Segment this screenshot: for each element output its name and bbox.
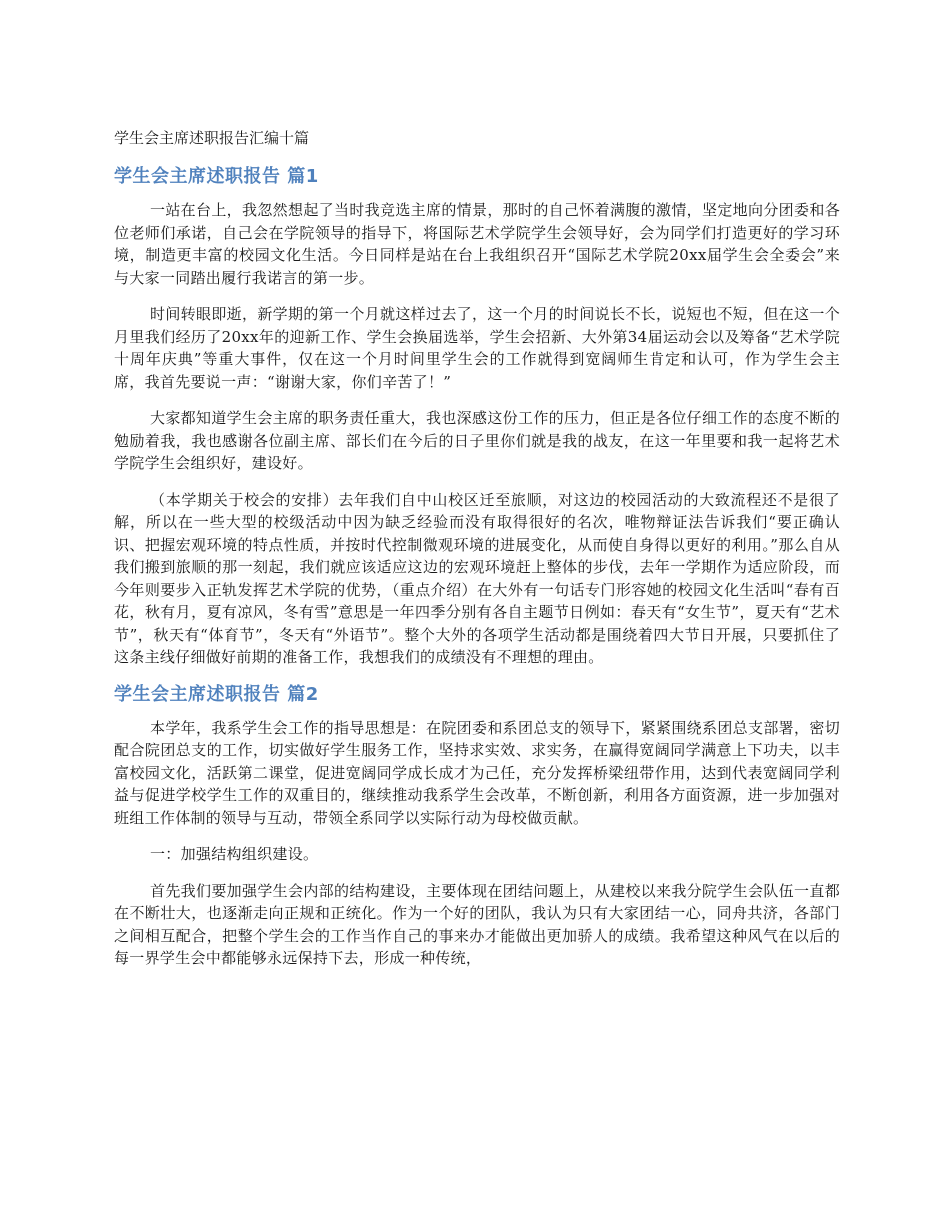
paragraph: 一站在台上，我忽然想起了当时我竞选主席的情景，那时的自己怀着满腹的激情，坚定地向分团委和各位老师们承诺，自己会在学院领导的指导下，将国际艺术学院学生会领导好，会为同学们打造更好的学习环境，制造更丰富的校园文化生活。今日同样是站在台上我组织召开“国际艺术学院20xx届学生会全委会”来与大家一同踏出履行我诺言的第一步。: [114, 201, 840, 287]
paragraph: 首先我们要加强学生会内部的结构建设，主要体现在团结问题上，从建校以来我分院学生会队伍一直都在不断壮大，也逐渐走向正规和正统化。作为一个好的团队，我认为只有大家团结一心，同舟共济，各部门之间相互配合，把整个学生会的工作当作自己的事来办才能做出更加骄人的成绩。我希望这种风气在以后的每一界学生会中都能够永远保持下去，形成一种传统，: [114, 881, 840, 967]
section-heading: 学生会主席述职报告 篇2: [114, 683, 319, 705]
section-1: [114, 165, 840, 669]
paragraph: 本学年，我系学生会工作的指导思想是：在院团委和系团总支的领导下，紧紧围绕系团总支部署，密切配合院团总支的工作，切实做好学生服务工作，坚持求实效、求实务，在赢得宽阔同学满意上下功夫，以丰富校园文化，活跃第二课堂，促进宽阔同学成长成才为己任，充分发挥桥梁纽带作用，达到代表宽阔同学利益与促进学校学生工作的双重目的，继续推动我系学生会改革，不断创新，利用各方面资源，进一步加强对班组工作体制的领导与互动，带领全系同学以实际行动为母校做贡献。: [114, 718, 840, 827]
document-title: 学生会主席述职报告汇编十篇: [114, 129, 310, 147]
paragraph: 一：加强结构组织建设。: [150, 845, 319, 863]
paragraph: 时间转眼即逝，新学期的第一个月就这样过去了，这一个月的时间说长不长，说短也不短，但在这一个月里我们经历了20xx年的迎新工作、学生会换届选举，学生会招新、大外第34届运动会以及筹备“艺术学院十周年庆典”等重大事件，仅在这一个月时间里学生会的工作就得到宽阔师生肯定和认可，作为学生会主席，我首先要说一声：“谢谢大家，你们辛苦了！”: [114, 305, 840, 391]
section-2: [114, 683, 840, 970]
paragraph: 大家都知道学生会主席的职务责任重大，我也深感这份工作的压力，但正是各位仔细工作的态度不断的勉励着我，我也感谢各位副主席、部长们在今后的日子里你们就是我的战友，在这一年里要和我一起将艺术学院学生会组织好，建设好。: [114, 409, 840, 472]
paragraph: （本学期关于校会的安排）去年我们自中山校区迁至旅顺，对这边的校园活动的大致流程还不是很了解，所以在一些大型的校级活动中因为缺乏经验而没有取得很好的名次，唯物辩证法告诉我们“要正确认识、把握宏观环境的特点性质，并按时代控制微观环境的进展变化，从而使自身得以更好的利用。”那么自从我们搬到旅顺的那一刻起，我们就应该适应这边的宏观环境赶上整体的步伐，去年一学期作为适应阶段，而今年则要步入正轨发挥艺术学院的优势，（重点介绍）在大外有一句话专门形容她的校园文化生活叫“春有百花，秋有月，夏有凉风，冬有雪”意思是一年四季分别有各自主题节日例如：春天有“女生节”，夏天有“艺术节”，秋天有“体育节”，冬天有“外语节”。整个大外的各项学生活动都是围绕着四大节日开展，只要抓住了这条主线仔细做好前期的准备工作，我想我们的成绩没有不理想的理由。: [114, 490, 840, 666]
document-page: [114, 127, 840, 984]
section-heading: 学生会主席述职报告 篇1: [114, 166, 319, 187]
